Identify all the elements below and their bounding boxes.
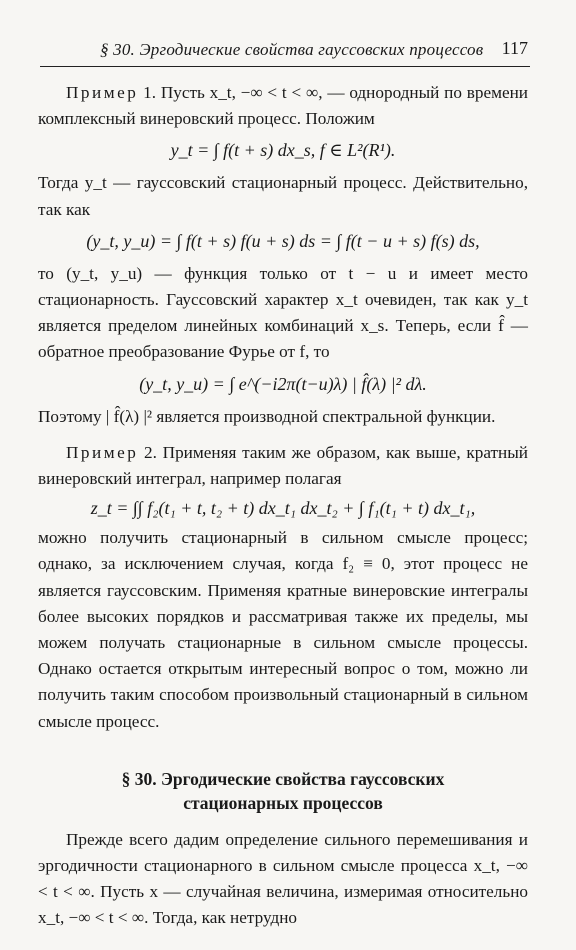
running-head: § 30. Эргодические свойства гауссовских процессов [100,40,484,59]
example1-intro [38,80,528,132]
page-number: 117 [501,38,528,58]
example1-paragraph-2: Тогда y_t — гауссовский стационарный процесс. Действительно, так как [38,173,528,219]
example2-intro-text: 2. Применяя таким же образом, как выше, кратный винеровский интеграл, например полагая [38,442,528,489]
example2-paragraph-2: можно получить стационарный в сильном смысле процесс; однако, за исключением случая, когда f₂ ≡ 0, этот процесс не является гауссовским. Применяя кратные винеровские интегралы более высоких порядков и рассматривая также их пределы, мы можем получать стационарные в сильном смысле процессы. Однако остается открытым интересный вопрос о том, можно ли получить таким способом произвольный стационарный в сильном смысле процесс. [38,528,528,731]
section-paragraph: Прежде всего дадим определение сильного перемешивания и эргодичности стационарного в сильном смысле процесса x_t, −∞ < t < ∞. Пусть x — случайная величина, измеримая относительно x_t, −∞ < t < ∞. Тогда, как нетрудно [38,829,528,928]
page-body [38,80,528,932]
section-title-line-1: § 30. Эргодические свойства гауссовских [121,768,445,789]
paragraph-gap [38,430,528,440]
example1-paragraph-4: Поэтому | f̂(λ) |² является производной спектральной функции. [38,406,496,426]
example1-paragraph-3: то (y_t, y_u) — функция только от t − u и имеет место стационарность. Гауссовский характер x_t очевиден, так как y_t является пределом линейных комбинаций x_s. Теперь, если f̂ — обратное преобразование Фурье от f, то [38,263,528,362]
page-header [40,36,530,67]
section-title [38,767,528,815]
example2-intro [38,440,528,492]
section-title-line-2: стационарных процессов [183,792,383,813]
example1-equation-3: (y_t, y_u) = ∫ e^(−i2π(t−u)λ) | f̂(λ) |² dλ. [139,373,427,394]
example2-equation-1: z_t = ∫∫ f₂(t₁ + t, t₂ + t) dx_t₁ dx_t₂ + ∫ f₁(t₁ + t) dx_t₁, [90,498,476,519]
example1-label: Пример [66,83,139,102]
example1-equation-1: y_t = ∫ f(t + s) dx_s, f ∈ L²(R¹). [170,140,396,161]
example2-label: Пример [66,442,139,462]
example1-equation-2: (y_t, y_u) = ∫ f(t + s) f(u + s) ds = ∫ f(t − u + s) f(s) ds, [86,230,480,251]
example1-intro-text: 1. Пусть x_t, −∞ < t < ∞, — однородный по времени комплексный винеровский процесс. Положим [38,83,528,129]
